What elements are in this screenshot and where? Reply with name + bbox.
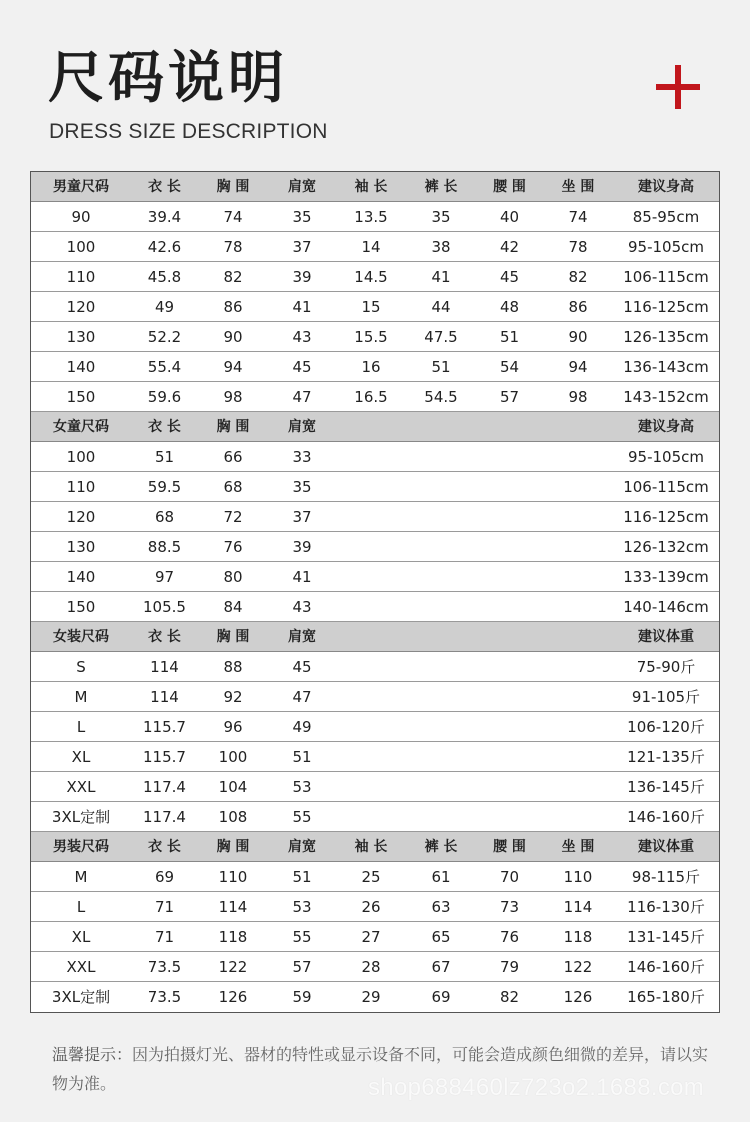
- table-cell: 84: [223, 598, 243, 616]
- table-cell: [406, 532, 476, 561]
- table-cell: 35: [292, 478, 312, 496]
- table-cell: 55: [292, 928, 312, 946]
- table-cell: [336, 682, 406, 711]
- table-cell: 106-115cm: [623, 268, 709, 286]
- table-cell: 165-180斤: [627, 988, 705, 1006]
- header-cell: 肩宽: [288, 839, 316, 855]
- table-cell: 69: [154, 868, 175, 886]
- table-cell: [476, 682, 543, 711]
- table-cell: 91-105斤: [631, 688, 701, 706]
- table-row: [31, 712, 719, 742]
- table-cell: 143-152cm: [623, 388, 709, 406]
- table-cell: [543, 652, 613, 681]
- table-cell: 104: [218, 778, 248, 796]
- header-cell: 女童尺码: [53, 419, 109, 435]
- table-row: [31, 532, 719, 562]
- table-cell: 59.5: [147, 478, 182, 496]
- header-cell: 裤 长: [424, 179, 458, 195]
- table-cell: [476, 562, 543, 591]
- table-cell: 66: [223, 448, 243, 466]
- table-cell: 26: [361, 898, 381, 916]
- table-cell: [476, 652, 543, 681]
- header-cell: 建议体重: [638, 629, 694, 645]
- table-cell: 44: [431, 298, 451, 316]
- table-cell: 140: [66, 358, 96, 376]
- table-cell: 53: [292, 898, 312, 916]
- table-cell: L: [76, 898, 86, 916]
- table-cell: 82: [499, 988, 520, 1006]
- table-cell: 80: [223, 568, 243, 586]
- table-cell: [406, 712, 476, 741]
- table-cell: 67: [431, 958, 451, 976]
- page-title: 尺码说明: [48, 46, 288, 111]
- table-cell: 33: [292, 448, 312, 466]
- table-cell: 16.5: [354, 388, 388, 406]
- table-cell: 16: [361, 358, 381, 376]
- section-header-row: [31, 832, 719, 862]
- table-cell: 39.4: [147, 208, 182, 226]
- table-cell: 51: [499, 328, 520, 346]
- table-cell: [336, 562, 406, 591]
- header-cell: 袖 长: [354, 839, 388, 855]
- table-cell: 150: [66, 388, 96, 406]
- table-cell: 73.5: [147, 988, 182, 1006]
- table-cell: 130: [66, 328, 96, 346]
- table-row: [31, 262, 719, 292]
- table-cell: 110: [66, 478, 96, 496]
- table-cell: [336, 592, 406, 621]
- table-cell: [336, 472, 406, 501]
- table-cell: [406, 592, 476, 621]
- table-cell: 47: [292, 388, 312, 406]
- table-cell: 100: [66, 448, 96, 466]
- table-cell: [476, 532, 543, 561]
- table-row: [31, 472, 719, 502]
- table-cell: 116-125cm: [623, 298, 709, 316]
- table-cell: [543, 772, 613, 801]
- table-cell: 65: [431, 928, 451, 946]
- table-cell: 51: [154, 448, 175, 466]
- table-row: [31, 892, 719, 922]
- table-cell: 98: [568, 388, 588, 406]
- plus-icon: [656, 65, 700, 109]
- table-cell: 43: [292, 328, 312, 346]
- table-cell: 68: [154, 508, 175, 526]
- table-cell: 114: [150, 688, 179, 706]
- table-cell: 120: [66, 298, 96, 316]
- table-cell: 94: [223, 358, 243, 376]
- table-cell: 118: [563, 928, 593, 946]
- table-cell: 69: [431, 988, 451, 1006]
- table-cell: XL: [71, 748, 91, 766]
- table-cell: 92: [223, 688, 243, 706]
- header-cell: 坐 围: [561, 839, 595, 855]
- table-cell: 90: [71, 208, 91, 226]
- table-cell: 54.5: [424, 388, 458, 406]
- table-cell: 59: [292, 988, 312, 1006]
- table-cell: [476, 592, 543, 621]
- table-cell: 29: [361, 988, 381, 1006]
- table-cell: 90: [223, 328, 243, 346]
- table-cell: 42.6: [147, 238, 182, 256]
- header-cell: [336, 412, 406, 441]
- tip-text: 因为拍摄灯光、器材的特性或显示设备不同，可能会造成颜色细微的差异，请以实物为准。: [52, 1045, 709, 1093]
- table-cell: [336, 772, 406, 801]
- table-cell: [336, 442, 406, 471]
- table-cell: 146-160斤: [627, 958, 705, 976]
- table-cell: [336, 742, 406, 771]
- table-cell: 122: [218, 958, 248, 976]
- table-row: [31, 292, 719, 322]
- table-cell: [476, 502, 543, 531]
- table-cell: 86: [568, 298, 588, 316]
- table-cell: 57: [292, 958, 312, 976]
- table-cell: [406, 502, 476, 531]
- table-cell: [406, 652, 476, 681]
- table-cell: 126-132cm: [623, 538, 709, 556]
- table-cell: 110: [563, 868, 593, 886]
- header-cell: [336, 622, 406, 651]
- table-cell: 97: [154, 568, 175, 586]
- table-cell: 45: [292, 658, 312, 676]
- header-cell: 胸 围: [216, 179, 250, 195]
- header-cell: 衣 长: [148, 179, 181, 195]
- table-cell: 133-139cm: [623, 568, 709, 586]
- table-cell: [476, 802, 543, 831]
- header-cell: 衣 长: [148, 629, 181, 645]
- table-cell: 45: [499, 268, 520, 286]
- table-cell: [476, 772, 543, 801]
- header-cell: 袖 长: [354, 179, 388, 195]
- table-cell: 74: [568, 208, 588, 226]
- table-cell: 90: [568, 328, 588, 346]
- table-cell: 57: [499, 388, 520, 406]
- table-cell: 52.2: [147, 328, 182, 346]
- header-cell: 建议身高: [638, 419, 694, 435]
- table-cell: 88: [223, 658, 243, 676]
- table-cell: 140-146cm: [623, 598, 709, 616]
- table-cell: 14: [361, 238, 381, 256]
- table-row: [31, 862, 719, 892]
- table-cell: XL: [71, 928, 91, 946]
- table-cell: 28: [361, 958, 381, 976]
- table-cell: 15.5: [354, 328, 388, 346]
- header-cell: 建议体重: [638, 839, 694, 855]
- header-cell: 胸 围: [216, 629, 250, 645]
- table-row: [31, 232, 719, 262]
- page-subtitle: DRESS SIZE DESCRIPTION: [49, 120, 328, 143]
- table-cell: 47: [292, 688, 312, 706]
- header-cell: [476, 412, 543, 441]
- section-header-row: [31, 412, 719, 442]
- table-cell: 79: [499, 958, 520, 976]
- table-cell: 51: [431, 358, 451, 376]
- table-cell: 98: [223, 388, 243, 406]
- table-cell: 78: [568, 238, 588, 256]
- table-cell: 14.5: [354, 268, 388, 286]
- table-cell: L: [76, 718, 86, 736]
- table-cell: 48: [499, 298, 520, 316]
- table-cell: [543, 442, 613, 471]
- table-cell: 43: [292, 598, 312, 616]
- table-cell: 41: [292, 298, 312, 316]
- table-row: [31, 772, 719, 802]
- table-row: [31, 682, 719, 712]
- table-cell: [336, 532, 406, 561]
- table-cell: [336, 652, 406, 681]
- table-cell: 68: [223, 478, 243, 496]
- table-cell: 73: [499, 898, 520, 916]
- table-cell: [543, 532, 613, 561]
- table-cell: 37: [292, 238, 312, 256]
- table-cell: 106-120斤: [627, 718, 705, 736]
- table-cell: [406, 742, 476, 771]
- header-cell: 衣 长: [148, 839, 181, 855]
- header-cell: 裤 长: [424, 839, 458, 855]
- table-cell: 13.5: [354, 208, 388, 226]
- table-cell: M: [74, 868, 88, 886]
- table-cell: [406, 772, 476, 801]
- table-cell: 70: [499, 868, 520, 886]
- size-table: [30, 171, 720, 1013]
- table-cell: 45: [292, 358, 312, 376]
- table-row: [31, 562, 719, 592]
- table-cell: 108: [218, 808, 248, 826]
- table-cell: [476, 712, 543, 741]
- table-row: [31, 442, 719, 472]
- table-cell: 55: [292, 808, 312, 826]
- table-row: [31, 922, 719, 952]
- header-cell: [406, 412, 476, 441]
- header-cell: 肩宽: [288, 419, 316, 435]
- table-cell: 76: [499, 928, 520, 946]
- table-cell: 73.5: [147, 958, 182, 976]
- table-cell: 110: [218, 868, 248, 886]
- table-row: [31, 952, 719, 982]
- table-row: [31, 982, 719, 1012]
- table-cell: XXL: [66, 958, 96, 976]
- table-cell: 25: [361, 868, 381, 886]
- header-cell: [406, 622, 476, 651]
- header-cell: 腰 围: [493, 839, 526, 855]
- table-cell: 71: [154, 928, 175, 946]
- table-cell: [543, 562, 613, 591]
- tip-label: 温馨提示：: [52, 1045, 133, 1064]
- table-cell: 140: [66, 568, 96, 586]
- section-header-row: [31, 622, 719, 652]
- table-cell: 116-125cm: [623, 508, 709, 526]
- table-cell: 86: [223, 298, 243, 316]
- header-cell: [543, 622, 613, 651]
- table-cell: 94: [568, 358, 588, 376]
- table-row: [31, 352, 719, 382]
- table-cell: 37: [292, 508, 312, 526]
- table-cell: S: [76, 658, 86, 676]
- table-cell: 131-145斤: [627, 928, 705, 946]
- table-cell: 82: [568, 268, 588, 286]
- table-cell: 47.5: [424, 328, 458, 346]
- table-cell: 136-143cm: [623, 358, 709, 376]
- table-cell: 114: [563, 898, 593, 916]
- table-row: [31, 652, 719, 682]
- table-cell: 110: [66, 268, 96, 286]
- header-cell: 坐 围: [561, 179, 595, 195]
- table-cell: 82: [223, 268, 243, 286]
- table-cell: [406, 472, 476, 501]
- table-cell: 106-115cm: [623, 478, 709, 496]
- header-cell: 男装尺码: [53, 839, 109, 855]
- table-cell: 105.5: [143, 598, 186, 616]
- table-cell: 63: [431, 898, 451, 916]
- table-cell: 115.7: [143, 748, 186, 766]
- table-row: [31, 202, 719, 232]
- header-cell: 肩宽: [288, 629, 316, 645]
- table-cell: 3XL定制: [51, 808, 111, 826]
- header-cell: 男童尺码: [53, 179, 109, 195]
- table-cell: [406, 682, 476, 711]
- table-cell: 122: [563, 958, 593, 976]
- header-cell: 腰 围: [493, 179, 526, 195]
- table-row: [31, 592, 719, 622]
- table-cell: 59.6: [147, 388, 182, 406]
- table-cell: [543, 682, 613, 711]
- table-cell: 35: [431, 208, 451, 226]
- table-cell: 96: [223, 718, 243, 736]
- table-cell: 136-145斤: [627, 778, 705, 796]
- table-cell: 35: [292, 208, 312, 226]
- table-cell: 75-90斤: [636, 658, 696, 676]
- table-cell: 117.4: [143, 778, 186, 796]
- table-row: [31, 742, 719, 772]
- table-cell: [476, 442, 543, 471]
- table-cell: 118: [218, 928, 248, 946]
- header-cell: [476, 622, 543, 651]
- table-cell: [543, 802, 613, 831]
- table-cell: 85-95cm: [632, 208, 700, 226]
- table-cell: M: [74, 688, 88, 706]
- table-cell: [476, 742, 543, 771]
- table-cell: 15: [361, 298, 381, 316]
- table-cell: XXL: [66, 778, 96, 796]
- table-cell: 98-115斤: [631, 868, 701, 886]
- table-cell: 76: [223, 538, 243, 556]
- table-cell: 130: [66, 538, 96, 556]
- table-cell: [543, 472, 613, 501]
- table-cell: 41: [431, 268, 451, 286]
- table-cell: 51: [292, 868, 312, 886]
- header-cell: 肩宽: [288, 179, 316, 195]
- table-cell: 54: [499, 358, 520, 376]
- table-cell: 95-105cm: [628, 238, 704, 256]
- section-header-row: [31, 172, 719, 202]
- table-cell: [336, 802, 406, 831]
- table-cell: 27: [361, 928, 381, 946]
- table-cell: 114: [150, 658, 179, 676]
- table-cell: [336, 502, 406, 531]
- table-cell: 126-135cm: [623, 328, 709, 346]
- table-cell: 49: [154, 298, 175, 316]
- table-cell: 116-130斤: [627, 898, 705, 916]
- watermark: shop688460lz723o2.1688.com: [368, 1074, 705, 1101]
- table-cell: 150: [66, 598, 96, 616]
- table-cell: [543, 742, 613, 771]
- table-cell: 41: [292, 568, 312, 586]
- table-cell: [406, 442, 476, 471]
- table-row: [31, 802, 719, 832]
- table-cell: 146-160斤: [627, 808, 705, 826]
- table-cell: 71: [154, 898, 175, 916]
- table-cell: 39: [292, 268, 312, 286]
- table-cell: 126: [218, 988, 248, 1006]
- table-cell: 45.8: [147, 268, 182, 286]
- table-cell: 38: [431, 238, 451, 256]
- table-cell: [543, 712, 613, 741]
- table-cell: [406, 562, 476, 591]
- table-row: [31, 382, 719, 412]
- table-cell: 126: [563, 988, 593, 1006]
- table-cell: 115.7: [143, 718, 186, 736]
- table-cell: 121-135斤: [627, 748, 705, 766]
- table-row: [31, 502, 719, 532]
- table-cell: 3XL定制: [51, 988, 111, 1006]
- table-cell: 120: [66, 508, 96, 526]
- table-cell: 114: [218, 898, 248, 916]
- table-cell: 95-105cm: [628, 448, 704, 466]
- header-cell: 胸 围: [216, 839, 250, 855]
- header-cell: 衣 长: [148, 419, 181, 435]
- table-cell: [476, 472, 543, 501]
- table-cell: 51: [292, 748, 312, 766]
- table-cell: 100: [66, 238, 96, 256]
- table-cell: 39: [292, 538, 312, 556]
- header-cell: 胸 围: [216, 419, 250, 435]
- table-cell: [406, 802, 476, 831]
- table-cell: 88.5: [147, 538, 182, 556]
- table-cell: [543, 592, 613, 621]
- table-cell: 100: [218, 748, 248, 766]
- header-cell: 女装尺码: [53, 629, 109, 645]
- table-cell: 117.4: [143, 808, 186, 826]
- table-cell: 61: [431, 868, 451, 886]
- table-row: [31, 322, 719, 352]
- table-cell: 53: [292, 778, 312, 796]
- table-cell: 78: [223, 238, 243, 256]
- table-cell: 74: [223, 208, 243, 226]
- table-cell: 72: [223, 508, 243, 526]
- table-cell: 49: [292, 718, 312, 736]
- table-cell: 55.4: [147, 358, 182, 376]
- table-cell: 42: [499, 238, 520, 256]
- table-cell: [336, 712, 406, 741]
- header-cell: 建议身高: [638, 179, 694, 195]
- table-cell: [543, 502, 613, 531]
- header-cell: [543, 412, 613, 441]
- table-cell: 40: [499, 208, 520, 226]
